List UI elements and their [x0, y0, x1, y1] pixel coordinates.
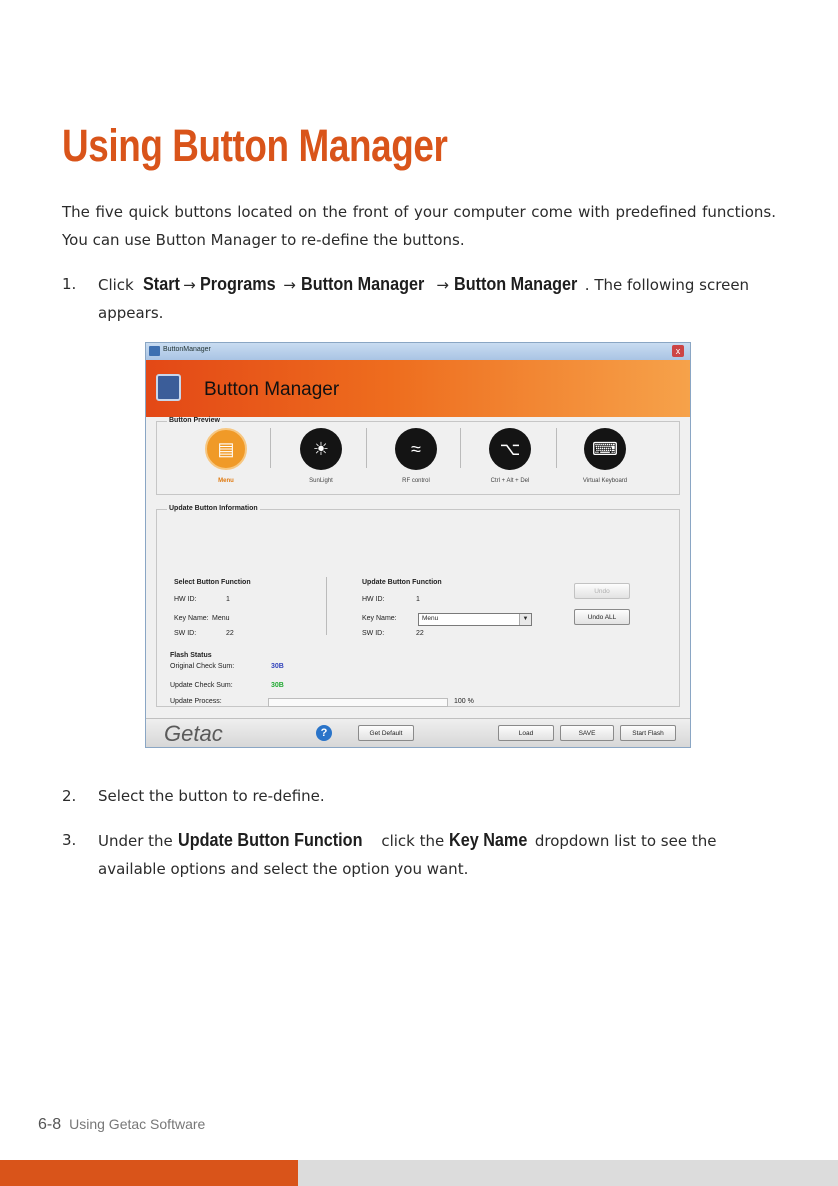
group-title: Button Preview — [169, 417, 220, 424]
hw-id-label: HW ID: — [362, 596, 385, 603]
keyboard-icon: ⌨ — [592, 439, 618, 459]
step-1-prefix: Click — [98, 276, 134, 294]
hw-id-value: 1 — [416, 596, 420, 603]
update-button-function-keyword: Update Button Function — [177, 830, 363, 850]
step-3 — [62, 826, 778, 886]
start-flash-button[interactable]: Start Flash — [620, 725, 676, 741]
footer-grey-bar — [298, 1160, 838, 1186]
key-name-dropdown[interactable] — [418, 613, 532, 626]
sunlight-icon: ☀ — [312, 439, 330, 459]
update-checksum-label: Update Check Sum: — [170, 682, 233, 689]
menu-path-button-manager-app: Button Manager — [453, 274, 578, 294]
sunlight-label: SunLight — [309, 478, 333, 484]
sunlight-button[interactable] — [300, 428, 342, 470]
footer-accent-bar — [0, 1160, 298, 1186]
divider — [270, 428, 271, 468]
arrow-icon: → — [183, 276, 196, 294]
update-process-label: Update Process: — [170, 698, 222, 705]
load-button[interactable]: Load — [498, 725, 554, 741]
key-name-label: Key Name: — [362, 615, 397, 622]
step-2 — [62, 782, 778, 812]
sw-id-label: SW ID: — [174, 630, 197, 637]
step-3-text: Under the — [98, 832, 173, 850]
sw-id-label: SW ID: — [362, 630, 385, 637]
page-number: 6-8 — [38, 1116, 62, 1133]
window-titlebar — [146, 343, 690, 360]
menu-path-start: Start — [143, 274, 181, 294]
button-manager-icon — [156, 374, 181, 401]
key-icon: ⌥ — [499, 439, 521, 459]
progress-fill — [269, 699, 447, 706]
step-2-text: Select the button to re-define. — [98, 787, 325, 805]
update-process-percent: 100 % — [454, 698, 474, 705]
section-name: Using Getac Software — [69, 1116, 206, 1132]
save-button[interactable]: SAVE — [560, 725, 614, 741]
virtual-keyboard-button[interactable] — [584, 428, 626, 470]
button-manager-window — [145, 342, 691, 748]
virtual-keyboard-label: Virtual Keyboard — [582, 478, 628, 484]
page-title: Using Button Manager — [62, 120, 448, 171]
arrow-icon: → — [436, 276, 449, 294]
rf-control-label: RF control — [402, 478, 430, 484]
menu-label: Menu — [218, 478, 234, 484]
help-icon[interactable]: ? — [316, 725, 332, 741]
ctrl-alt-del-button[interactable] — [489, 428, 531, 470]
hw-id-value: 1 — [226, 596, 230, 603]
page-footer — [38, 1116, 205, 1134]
key-name-keyword: Key Name — [449, 830, 528, 850]
group-title: Update Button Information — [169, 505, 258, 512]
key-name-label: Key Name: — [174, 615, 209, 622]
rf-control-button[interactable] — [395, 428, 437, 470]
step-number: 1. — [62, 275, 77, 293]
update-button-function-heading: Update Button Function — [362, 579, 442, 586]
select-button-function-heading: Select Button Function — [174, 579, 251, 586]
menu-icon: ▤ — [217, 439, 235, 459]
getac-logo: Getac — [164, 721, 223, 746]
key-name-selected: Menu — [422, 615, 439, 622]
divider — [460, 428, 461, 468]
window-title: ButtonManager — [163, 346, 211, 353]
app-icon — [149, 346, 160, 356]
key-name-value: Menu — [212, 615, 230, 622]
sw-id-value: 22 — [416, 630, 424, 637]
app-banner — [146, 360, 690, 417]
menu-button[interactable] — [205, 428, 247, 470]
step-1-suffix: . The following screen appears. — [98, 276, 750, 322]
undo-button[interactable]: Undo — [574, 583, 630, 599]
sw-id-value: 22 — [226, 630, 234, 637]
divider — [366, 428, 367, 468]
intro-paragraph: The five quick buttons located on the front of your computer come with predefined functions. You can use Button Manager to re-define the buttons. — [62, 203, 776, 249]
step-3-text: dropdown list to see the available options and select the option you want. — [98, 832, 717, 878]
undo-all-button[interactable]: Undo ALL — [574, 609, 630, 625]
close-icon[interactable]: x — [672, 345, 684, 357]
update-checksum-value: 30B — [271, 682, 284, 689]
divider — [556, 428, 557, 468]
divider — [326, 577, 327, 635]
bottom-bar — [146, 718, 690, 747]
original-checksum-label: Original Check Sum: — [170, 663, 235, 670]
banner-title: Button Manager — [204, 379, 340, 400]
chevron-down-icon[interactable]: ▼ — [519, 614, 531, 625]
wifi-icon: ≈ — [411, 439, 421, 459]
flash-status-heading: Flash Status — [170, 652, 212, 659]
menu-path-button-manager: Button Manager — [300, 274, 424, 294]
hw-id-label: HW ID: — [174, 596, 197, 603]
get-default-button[interactable]: Get Default — [358, 725, 414, 741]
menu-path-programs: Programs — [200, 274, 277, 294]
arrow-icon: → — [283, 276, 296, 294]
step-number: 3. — [62, 831, 77, 849]
step-1 — [62, 270, 778, 330]
ctrl-alt-del-label: Ctrl + Alt + Del — [490, 478, 530, 484]
update-info-group — [156, 505, 680, 707]
original-checksum-value: 30B — [271, 663, 284, 670]
step-number: 2. — [62, 787, 77, 805]
update-progress-bar — [268, 698, 448, 707]
step-3-text: click the — [381, 832, 445, 850]
